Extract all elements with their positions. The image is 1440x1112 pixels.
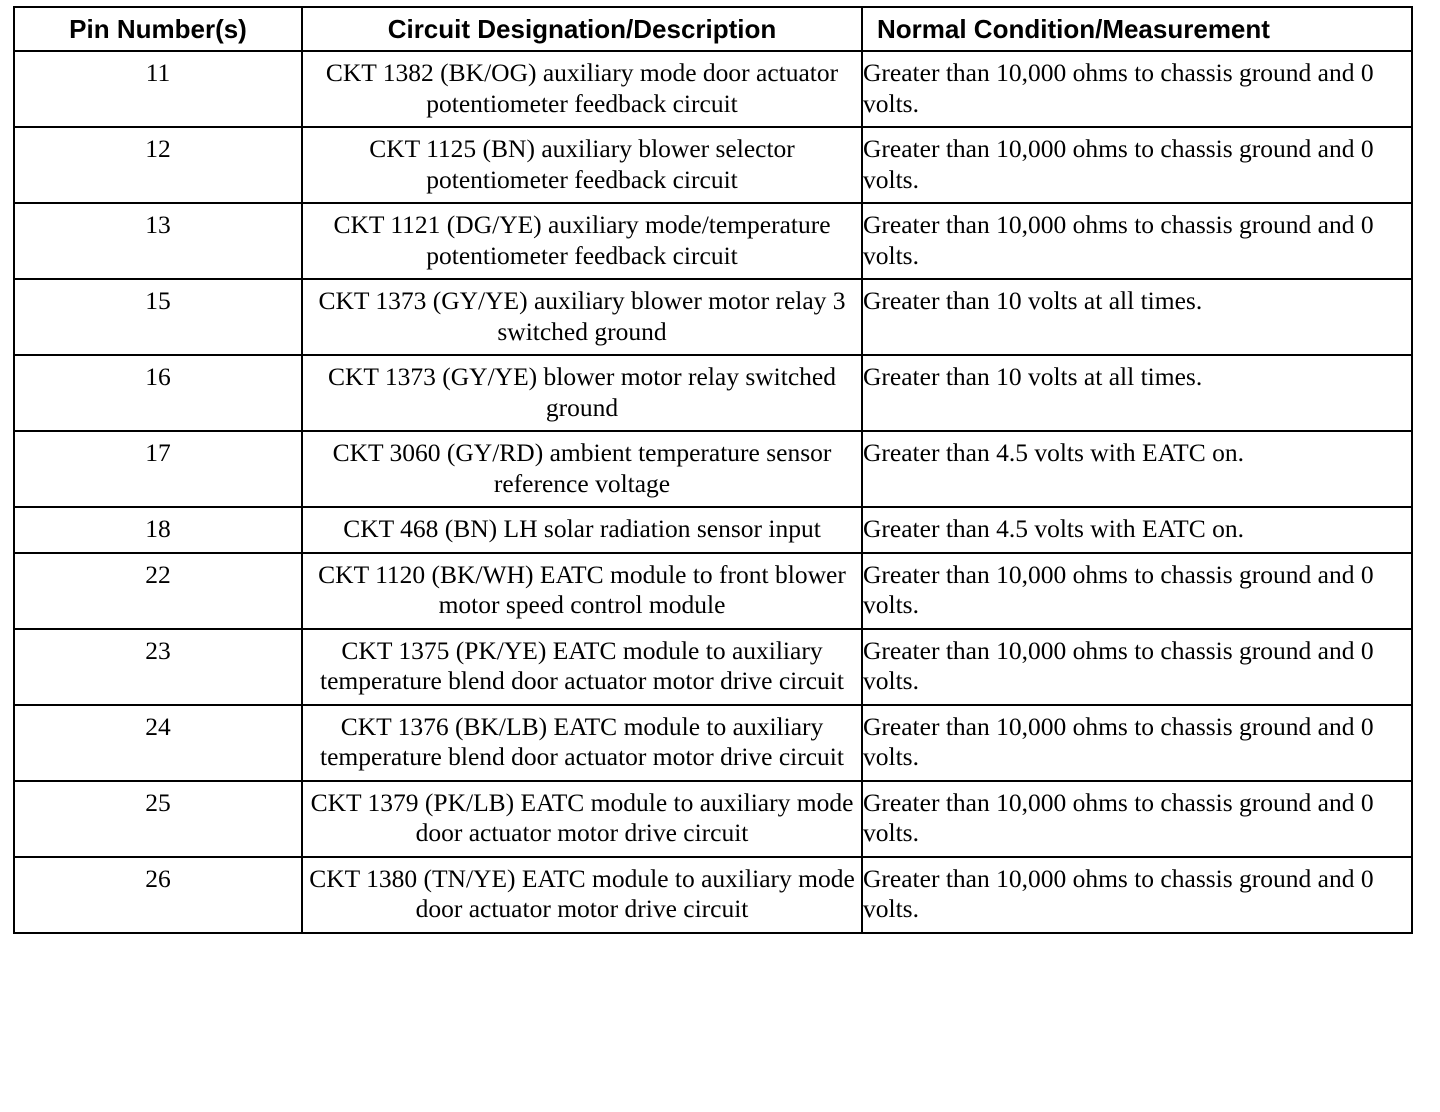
circuit-description-cell: CKT 468 (BN) LH solar radiation sensor input [302,507,862,553]
circuit-description-cell: CKT 1379 (PK/LB) EATC module to auxiliary mode door actuator motor drive circuit [302,781,862,857]
pin-number-cell: 18 [14,507,302,553]
normal-condition-cell: Greater than 4.5 volts with EATC on. [862,507,1412,553]
header-normal-condition: Normal Condition/Measurement [862,7,1412,51]
circuit-description-cell: CKT 1121 (DG/YE) auxiliary mode/temperature potentiometer feedback circuit [302,203,862,279]
pin-number-cell: 22 [14,553,302,629]
normal-condition-cell: Greater than 10,000 ohms to chassis ground and 0 volts. [862,553,1412,629]
circuit-description-cell: CKT 1376 (BK/LB) EATC module to auxiliary temperature blend door actuator motor drive circuit [302,705,862,781]
pin-number-cell: 24 [14,705,302,781]
circuit-description-cell: CKT 3060 (GY/RD) ambient temperature sensor reference voltage [302,431,862,507]
circuit-description-cell: CKT 1120 (BK/WH) EATC module to front blower motor speed control module [302,553,862,629]
normal-condition-cell: Greater than 10 volts at all times. [862,355,1412,431]
pin-number-cell: 26 [14,857,302,933]
table-row [14,279,1412,355]
pin-number-cell: 12 [14,127,302,203]
header-pin-number: Pin Number(s) [14,7,302,51]
normal-condition-cell: Greater than 10,000 ohms to chassis ground and 0 volts. [862,203,1412,279]
table-row [14,431,1412,507]
table-row [14,857,1412,933]
normal-condition-cell: Greater than 10 volts at all times. [862,279,1412,355]
pin-number-cell: 13 [14,203,302,279]
normal-condition-cell: Greater than 10,000 ohms to chassis ground and 0 volts. [862,51,1412,127]
header-circuit-description: Circuit Designation/Description [302,7,862,51]
circuit-description-cell: CKT 1373 (GY/YE) auxiliary blower motor relay 3 switched ground [302,279,862,355]
circuit-description-cell: CKT 1375 (PK/YE) EATC module to auxiliary temperature blend door actuator motor drive circuit [302,629,862,705]
table-row [14,203,1412,279]
pin-number-cell: 11 [14,51,302,127]
normal-condition-cell: Greater than 10,000 ohms to chassis ground and 0 volts. [862,127,1412,203]
pin-number-cell: 17 [14,431,302,507]
circuit-description-cell: CKT 1380 (TN/YE) EATC module to auxiliary mode door actuator motor drive circuit [302,857,862,933]
table-row [14,781,1412,857]
normal-condition-cell: Greater than 10,000 ohms to chassis ground and 0 volts. [862,629,1412,705]
table-header-row [14,7,1412,51]
normal-condition-cell: Greater than 10,000 ohms to chassis ground and 0 volts. [862,781,1412,857]
table-row [14,553,1412,629]
table-row [14,127,1412,203]
pin-number-cell: 23 [14,629,302,705]
table-row [14,629,1412,705]
pin-measurement-table [13,6,1413,934]
pin-number-cell: 15 [14,279,302,355]
normal-condition-cell: Greater than 10,000 ohms to chassis ground and 0 volts. [862,857,1412,933]
table-row [14,705,1412,781]
table-row [14,355,1412,431]
circuit-description-cell: CKT 1373 (GY/YE) blower motor relay switched ground [302,355,862,431]
pin-number-cell: 16 [14,355,302,431]
pin-number-cell: 25 [14,781,302,857]
normal-condition-cell: Greater than 4.5 volts with EATC on. [862,431,1412,507]
circuit-description-cell: CKT 1382 (BK/OG) auxiliary mode door actuator potentiometer feedback circuit [302,51,862,127]
normal-condition-cell: Greater than 10,000 ohms to chassis ground and 0 volts. [862,705,1412,781]
table-row [14,51,1412,127]
circuit-description-cell: CKT 1125 (BN) auxiliary blower selector potentiometer feedback circuit [302,127,862,203]
table-row [14,507,1412,553]
